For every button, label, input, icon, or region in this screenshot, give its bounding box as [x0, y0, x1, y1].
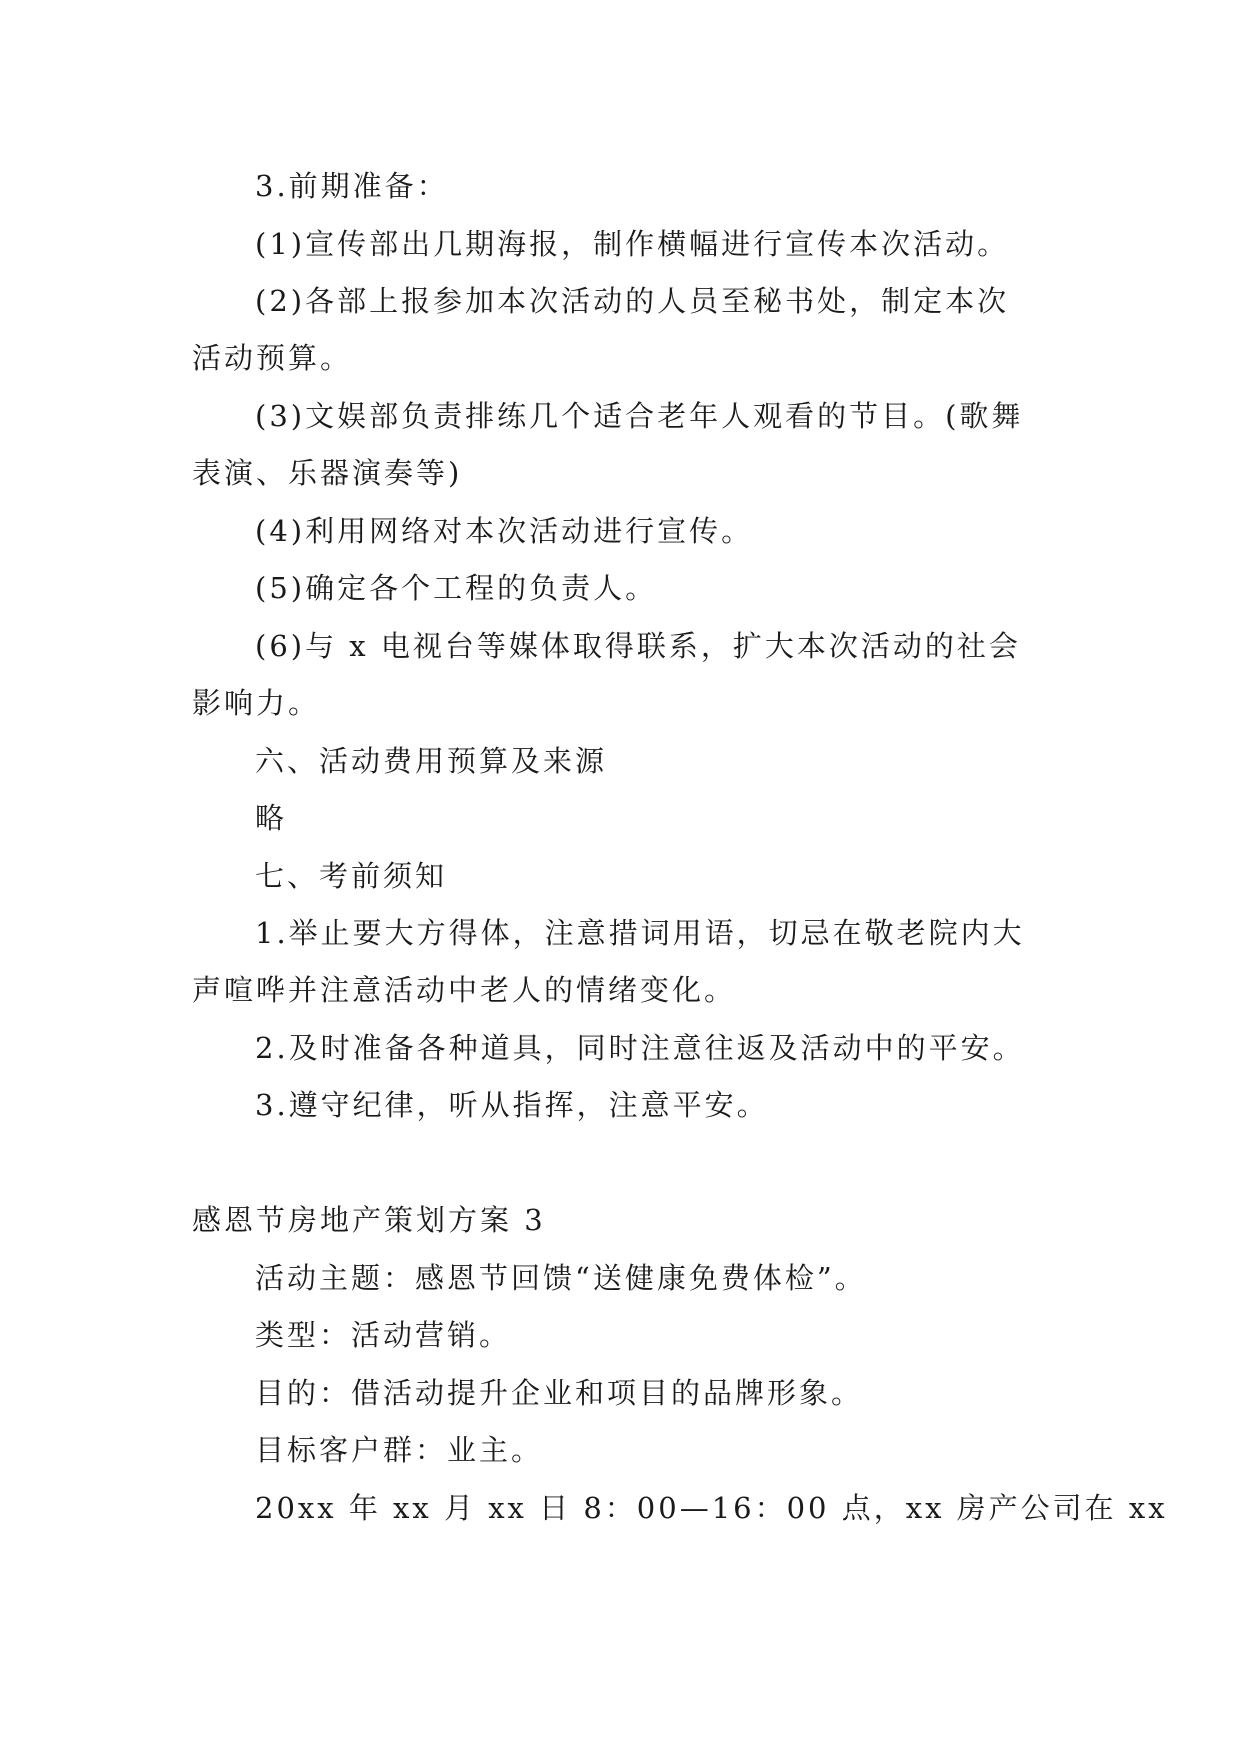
prep-item-6-cont: 影响力。: [192, 686, 321, 720]
prep-item-5: (5)确定各个工程的负责人。: [255, 571, 658, 605]
notice-item-2: 2.及时准备各种道具，同时注意往返及活动中的平安。: [255, 1031, 1025, 1065]
activity-purpose: 目的：借活动提升企业和项目的品牌形象。: [255, 1376, 864, 1410]
activity-type: 类型：活动营销。: [255, 1318, 512, 1352]
notice-item-1: 1.举止要大方得体，注意措词用语，切忌在敬老院内大: [255, 916, 1025, 950]
prep-item-2: (2)各部上报参加本次活动的人员至秘书处，制定本次: [255, 284, 1010, 318]
section-six-body: 略: [255, 801, 288, 835]
activity-time: 20xx 年 xx 月 xx 日 8：00—16：00 点，xx 房产公司在 xx: [255, 1491, 1168, 1525]
prep-item-2-cont: 活动预算。: [192, 341, 353, 375]
section-six-heading: 六、活动费用预算及来源: [255, 744, 608, 778]
activity-theme: 活动主题：感恩节回馈“送健康免费体检”。: [255, 1261, 867, 1295]
prep-item-4: (4)利用网络对本次活动进行宣传。: [255, 514, 754, 548]
prep-item-3: (3)文娱部负责排练几个适合老年人观看的节目。(歌舞: [255, 399, 1024, 433]
prep-item-3-cont: 表演、乐器演奏等): [192, 456, 463, 490]
prep-item-1: (1)宣传部出几期海报，制作横幅进行宣传本次活动。: [255, 227, 1010, 261]
section-3-heading: 3.前期准备：: [255, 169, 449, 203]
target-customers: 目标客户群：业主。: [255, 1433, 544, 1467]
section-seven-heading: 七、考前须知: [255, 859, 448, 893]
notice-item-3: 3.遵守纪律，听从指挥，注意平安。: [255, 1088, 769, 1122]
notice-item-1-cont: 声喧哗并注意活动中老人的情绪变化。: [192, 973, 737, 1007]
prep-item-6: (6)与 x 电视台等媒体取得联系，扩大本次活动的社会: [255, 629, 1021, 663]
plan-3-title: 感恩节房地产策划方案 3: [192, 1203, 546, 1237]
